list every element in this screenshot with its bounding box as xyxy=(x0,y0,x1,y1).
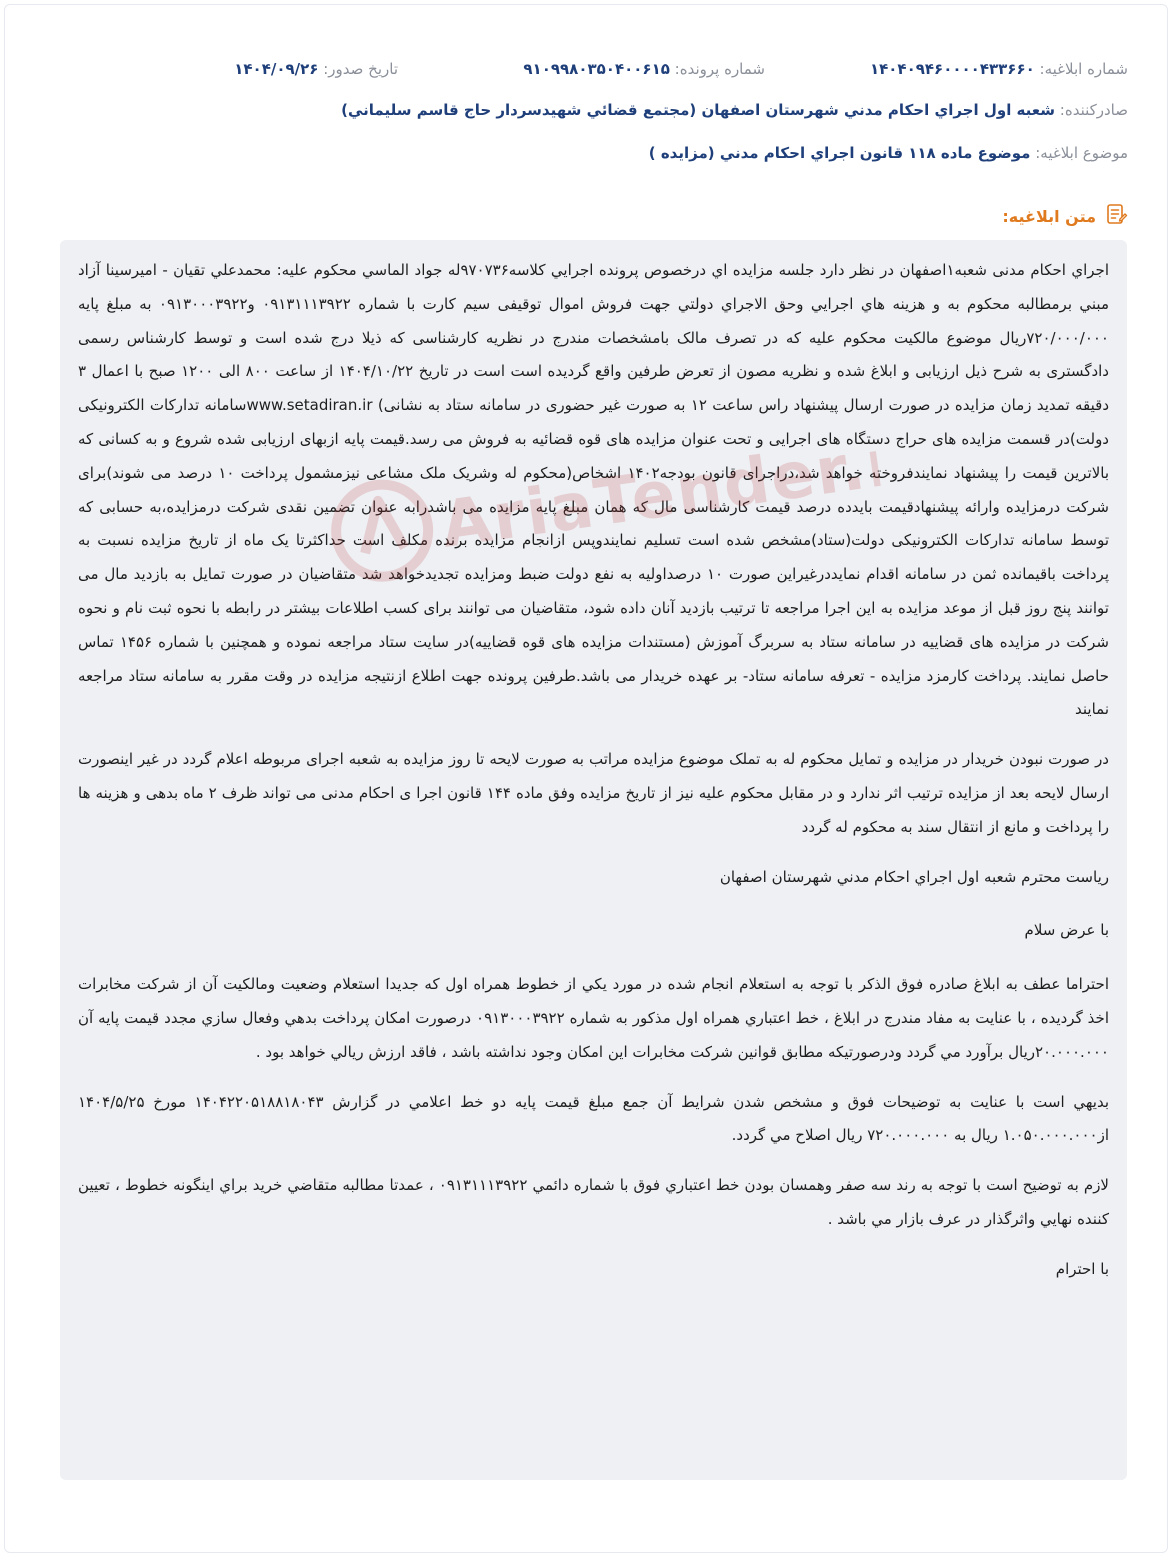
document-icon xyxy=(1104,202,1128,230)
notice-body xyxy=(60,240,1127,1480)
case-number-label: شماره پرونده: xyxy=(674,60,765,78)
body-paragraph-6: بديهي است با عنايت به توضيحات فوق و مشخص شدن شرايط آن جمع مبلغ قيمت پايه دو خط اعلامي در گزارش ۱۴۰۴۲۲۰۵۱۸۸۱۸۰۴۳ مورخ ۱۴۰۴/۵/۲۵ از۱.۰۵۰.۰۰۰.۰۰۰ ريال به ۷۲۰.۰۰۰.۰۰۰ ريال اصلاح مي گردد. xyxy=(78,1092,1109,1145)
issuer-label: صادرکننده: xyxy=(1059,101,1128,119)
issuer-value: شعبه اول اجراي احكام مدني شهرستان اصفهان (مجتمع قضائي شهيدسردار حاج قاسم سليماني) xyxy=(341,101,1055,119)
body-paragraph-1: اجراي احکام مدنی شعبه۱اصفهان در نظر دارد جلسه مزايده اي درخصوص پرونده اجرايي کلاسه۹۷۰۷۳۶له جواد الماسي محکوم عليه: محمدعلي تقيان - اميرسينا آزاد مبني برمطالبه محکوم به و هزينه هاي اجرايي وحق الاجراي دولتي جهت فروش اموال توقيفی سيم کارت با شماره ۰۹۱۳۱۱۱۳۹۲۲ و۰۹۱۳۰۰۰۳۹۲۲ به مبلغ پايه ۷۲۰/۰۰۰/۰۰۰ريال موضوع مالکيت محکوم عليه که در تصرف مالک بامشخصات مندرج در نظريه کارشناسی که ذيلا درج شده است و توسط کارشناس رسمی دادگستری به شرح ذيل ارزيابی و ابلاغ شده و نظريه مصون از تعرض طرفين واقع گرديده است است در تاريخ ۱۴۰۴/۱۰/۲۲ از ساعت ۸۰۰ الی ۱۲۰۰ صبح با اعمال ۳ دقيقه تمديد زمان مزايده در صورت ارسال پيشنهاد راس ساعت ۱۲ به صورت غير حضوری در سامانه ستاد به نشانی) www.setadiran.irسامانه تدارکات الکترونيکی دولت)در قسمت مزايده های حراج دستگاه های اجرايی و تحت عنوان مزايده های قوه قضائيه به فروش می رسد.قيمت پايه ازبهای ارزيابی شده شروع و به کسانی که بالاترين قيمت را پيشنهاد نمايندفروخته خواهد شد،دراجرای قانون بودجه۱۴۰۲ اشخاص(محکوم له وشريک ملک مشاعی نيزمشمول پرداخت ۱۰ درصد می شوند)برای شرکت درمزايده وارائه پيشنهادقيمت بايدده درصد قيمت کارشناسی مال که همان مبلغ پايه مزايده می باشدرابه عنوان تضمين نقدی شرکت درمزايده،به حسابی که توسط سامانه تدارکات الکترونيکی دولت(ستاد)مشخص شده است تسليم نمايندوپس ازانجام مزايده برنده مکلف است حداکثرتا يک ماه از تاريخ مزايده نسبت به پرداخت باقيمانده ثمن در سامانه اقدام نمايددرغيراين صورت ۱۰ درصداوليه به نفع دولت ضبط ومزايده تجديدخواهد شد متقاضيان در صورت تمايل به بازديد مال می توانند پنج روز قبل از موعد مزايده به اين اجرا مراجعه تا ترتيب بازديد آنان داده شود، متقاضيان می توانند برای کسب اطلاعات بيشتر در رابطه با نحوه ثبت نام و نحوه شرکت در مزايده های قضاييه در سامانه ستاد به سربرگ آموزش (مستندات مزايده های قوه قضاييه)در سايت ستاد مراجعه نموده و همچنين با شماره ۱۴۵۶ تماس حاصل نمايند. پرداخت کارمزد مزايده - تعرفه سامانه ستاد- بر عهده خريدار می باشد.طرفين پرونده جهت اطلاع ازنتيجه مزايده در وقت مقرر به سامانه ستاد مراجعه نمايند xyxy=(78,261,1110,719)
body-paragraph-3: رياست محترم شعبه اول اجراي احكام مدني شهرستان اصفهان xyxy=(719,867,1109,886)
issue-date-value: ۱۴۰۴/۰۹/۲۶ xyxy=(234,60,319,78)
subject-label: موضوع ابلاغيه: xyxy=(1035,144,1128,162)
body-paragraph-8: با احترام xyxy=(1055,1259,1109,1278)
case-number xyxy=(523,58,765,80)
issue-date-label: تاريخ صدور: xyxy=(323,60,398,78)
notice-text-title: متن ابلاغيه: xyxy=(1002,206,1096,226)
notice-number-value: ۱۴۰۴۰۹۴۶۰۰۰۰۴۳۳۶۶۰ xyxy=(869,60,1035,78)
issuer-row xyxy=(40,99,1128,121)
body-paragraph-5: احتراما عطف به ابلاغ صادره فوق الذكر با توجه به استعلام انجام شده در مورد يكي از خطوط همراه اول كه جديدا استعلام وضعيت ومالكيت آن از شركت مخابرات اخذ گرديده ، با عنايت به مفاد مندرج در ابلاغ ، خط اعتباري همراه اول مذكور به شماره ۰۹۱۳۰۰۰۳۹۲۲ درصورت امكان پرداخت بدهي وفعال سازي مجدد قيمت پايه آن ۲۰.۰۰۰.۰۰۰ريال برآورد مي گردد ودرصورتيكه مطابق قوانين شركت مخابرات اين امكان وجود نداشته باشد ، فاقد ارزش ريالي خواهد بود . xyxy=(78,975,1109,1061)
subject-value: موضوع ماده ۱۱۸ قانون اجراي احكام مدني (مزايده ) xyxy=(648,144,1031,162)
body-paragraph-4: با عرض سلام xyxy=(1024,921,1109,940)
subject-row xyxy=(40,142,1128,164)
notice-text-heading xyxy=(1002,202,1128,230)
notice-number-label: شماره ابلاغيه: xyxy=(1039,60,1128,78)
body-paragraph-7: لازم به توضيح است با توجه به رند سه صفر وهمسان بودن خط اعتباري فوق با شماره دائمي ۰۹۱۳۱۱۱۳۹۲۲ ، عمدتا مطالبه متقاضي خريد براي اينگونه خطوط ، تعيين كننده نهايي واثرگذار در عرف بازار مي باشد . xyxy=(78,1176,1109,1228)
issue-date xyxy=(234,58,398,80)
case-number-value: ۹۱۰۹۹۸۰۳۵۰۴۰۰۶۱۵ xyxy=(523,60,670,78)
notice-number xyxy=(870,58,1128,80)
body-paragraph-2: در صورت نبودن خريدار در مزايده و تمايل محکوم له به تملک موضوع مزايده مراتب به صورت لايحه تا روز مزايده به شعبه اجرای مربوطه اعلام گردد در غير اينصورت ارسال لايحه بعد از مزايده ترتيب اثر ندارد و در مقابل محکوم عليه نيز از تاريخ مزايده وفق ماده ۱۴۴ قانون اجرا ی احکام مدنی می تواند ظرف ۲ ماه بدهی و هزينه ها را پرداخت و مانع از انتقال سند به محکوم له گردد xyxy=(78,750,1110,836)
